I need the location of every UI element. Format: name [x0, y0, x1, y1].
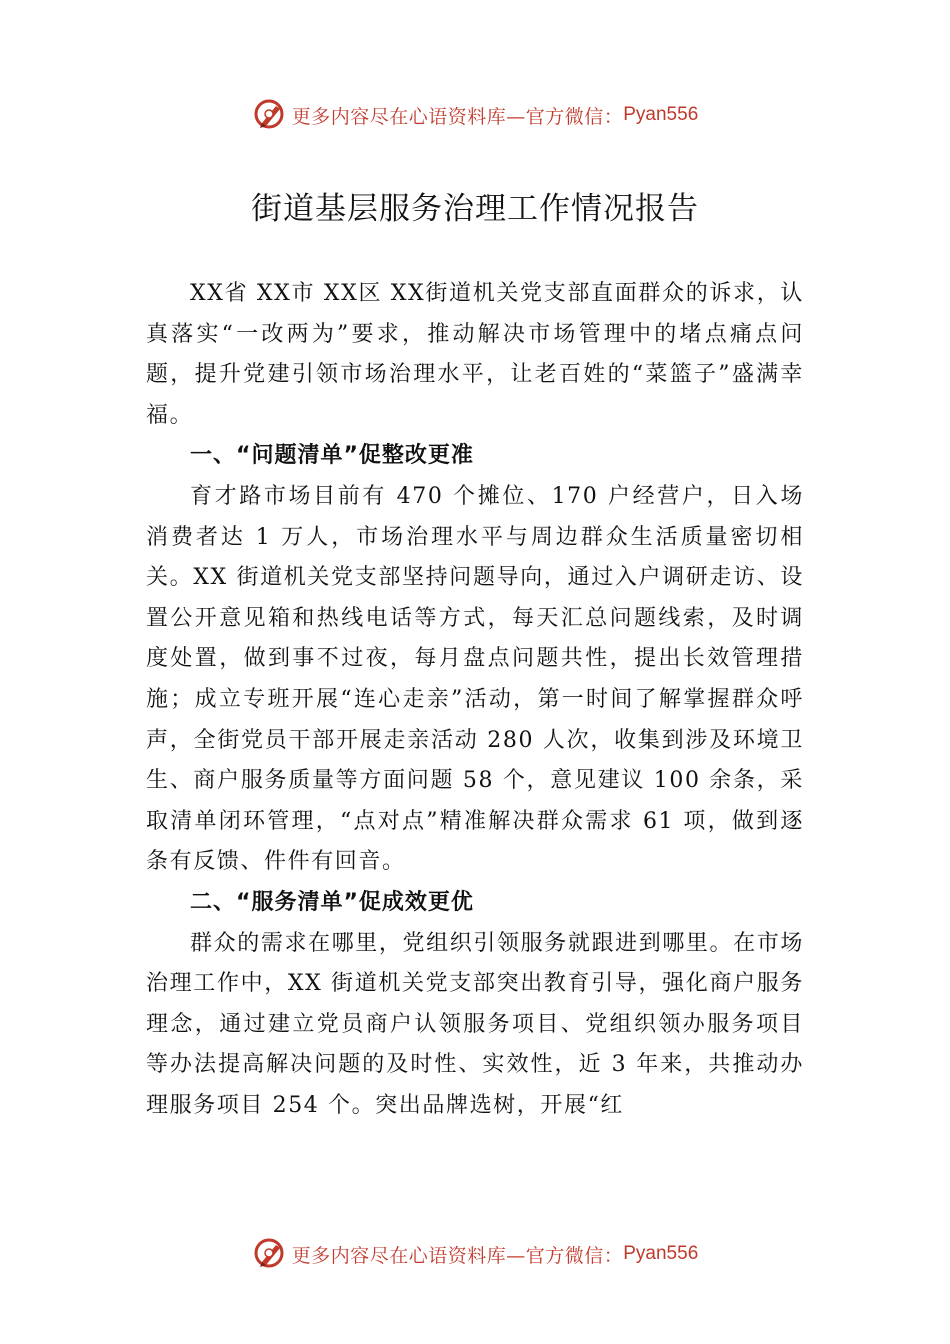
pen-logo-icon [252, 97, 288, 133]
document-body [146, 274, 804, 1126]
banner-text: 更多内容尽在心语资料库—官方微信： [291, 105, 624, 128]
wechat-id: Pyan556 [623, 1243, 699, 1264]
wechat-id: Pyan556 [623, 104, 699, 125]
banner-text: 更多内容尽在心语资料库—官方微信： [291, 1244, 624, 1267]
document-title: 街道基层服务治理工作情况报告 [251, 191, 699, 227]
intro-paragraph: XX省 XX市 XX区 XX街道机关党支部直面群众的诉求，认真落实“一改两为”要求，推动解决市场管理中的堵点痛点问题，提升党建引领市场治理水平，让老百姓的“菜篮子”盛满幸福。 [146, 281, 804, 428]
section-body-1: 育才路市场目前有 470 个摊位、170 户经营户，日入场消费者达 1 万人，市场治理水平与周边群众生活质量密切相关。XX 街道机关党支部坚持问题导向，通过入户调研走访、设置公开意见箱和热线电话等方式，每天汇总问题线索，及时调度处置，做到事不过夜，每月盘点问题共性，提出长效管理措施；成立专班开展“连心走亲”活动，第一时间了解掌握群众呼声，全街党员干部开展走亲活动 280 人次，收集到涉及环境卫生、商户服务质量等方面问题 58 个，意见建议 100 余条，采取清单闭环管理，“点对点”精准解决群众需求 61 项，做到逐条有反馈、件件有回音。 [146, 483, 804, 875]
footer-banner [0, 1232, 950, 1276]
header-banner [0, 93, 950, 137]
pen-logo-icon [252, 1236, 288, 1272]
section-heading-2: 二、“服务清单”促成效更优 [190, 889, 474, 915]
section-heading-1: 一、“问题清单”促整改更准 [190, 443, 474, 469]
section-body-2: 群众的需求在哪里，党组织引领服务就跟进到哪里。在市场治理工作中，XX 街道机关党支部突出教育引导，强化商户服务理念，通过建立党员商户认领服务项目、党组织领办服务项目等办法提高解决问题的及时性、实效性，近 3 年来，共推动办理服务项目 254 个。突出品牌选树，开展“红 [146, 930, 804, 1118]
